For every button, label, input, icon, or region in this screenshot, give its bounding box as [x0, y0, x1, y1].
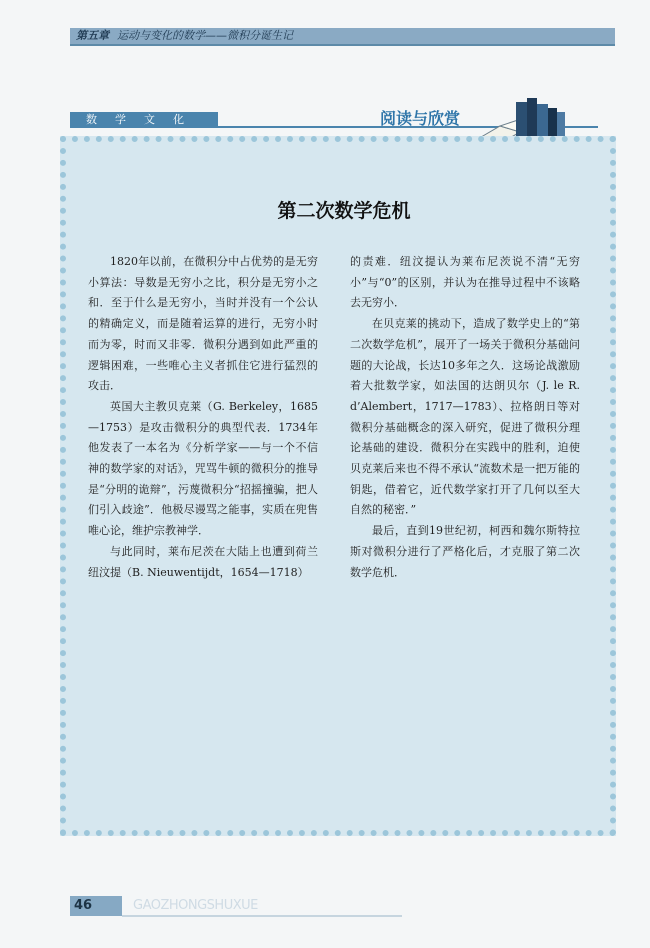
article-panel: [60, 136, 616, 836]
footer-watermark: GAOZHONGSHUXUE: [133, 898, 258, 913]
reading-label: 阅读与欣赏: [380, 109, 461, 128]
paragraph: 英国大主教贝克莱（G. Berkeley，1685—1753）是攻击微积分的典型代表．1734年他发表了一本名为《分析学家——与一个不信神的数学家的对话》，咒骂牛顿的微积分的推导是“分明的诡辩”，污蔑微积分“招摇撞骗，把人们引入歧途”．他极尽谩骂之能事，实质在兜售唯心论，维护宗教神学．: [88, 399, 318, 538]
chapter-header-bar: [70, 28, 615, 46]
page-number: 46: [74, 898, 93, 913]
paragraph: 在贝克莱的挑动下，造成了数学史上的“第二次数学危机”，展开了一场关于微积分基础问题的大论战，长达10多年之久．这场论战激励着大批数学家，如法国的达朗贝尔（J. le R. d’Alembert，1717—1783）、拉格朗日等对微积分基础概念的深入研究，促进了微积分理论基础的建设．微积分在实践中的胜利，迫使贝克莱后来也不得不承认“流数术是一把万能的钥匙，借着它，近代数学家打开了几何以至大自然的秘密．”: [350, 317, 580, 517]
chapter-header: [76, 28, 293, 44]
paragraph: 最后，直到19世纪初，柯西和魏尔斯特拉斯对微积分进行了严格化后，才克服了第二次数学危机．: [350, 524, 580, 579]
right-column: [350, 252, 580, 583]
paragraph: 与此同时，莱布尼茨在大陆上也遭到荷兰纽汶提（B. Nieuwentijdt，1654—1718）: [88, 544, 318, 579]
left-column: [88, 252, 318, 583]
section-label-bar: [70, 112, 218, 128]
section-label: 数学文化: [86, 113, 202, 126]
page-number-box: [70, 896, 122, 916]
chapter-number: 第五章: [76, 29, 109, 42]
article-title: 第二次数学危机: [277, 200, 411, 222]
paragraph: 1820年以前，在微积分中占优势的是无穷小算法：导数是无穷小之比，积分是无穷小之和．至于什么是无穷小，当时并没有一个公认的精确定义，而是随着运算的进行，无穷小时而为零，时而又非零．微积分遇到如此严重的逻辑困难，一些唯心主义者抓住它进行猛烈的攻击．: [88, 255, 318, 393]
paragraph: 的责难．纽汶提认为莱布尼茨说不清“无穷小”与“0”的区别，并认为在推导过程中不该略去无穷小．: [350, 255, 580, 310]
footer-divider: [122, 915, 402, 917]
chapter-title: 运动与变化的数学——微积分诞生记: [117, 29, 293, 42]
